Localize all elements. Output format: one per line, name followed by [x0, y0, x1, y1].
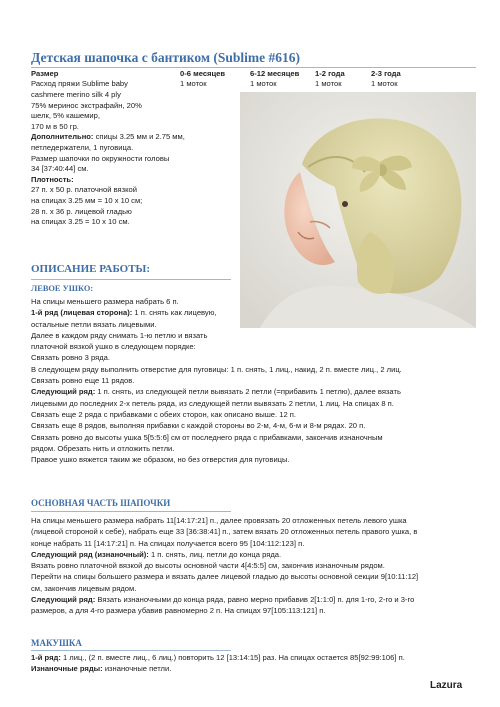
- spec-line: cashmere merino silk 4 ply: [31, 90, 121, 99]
- row-label: Следующий ряд:: [31, 595, 96, 605]
- instruction-line: размеров, а для 4-го размера убавив равномерно 2 п. На спицах 97[105:113:121] п.: [31, 606, 326, 616]
- instruction-line: Следующий ряд (изнаночный): 1 п. снять, лиц. петли до конца ряда.: [31, 549, 282, 559]
- spec-line: на спицах 3.25 мм = 10 х 10 см;: [31, 195, 143, 205]
- baby-in-hat-illustration: [240, 92, 476, 328]
- yarn-col-1: 1 моток: [180, 79, 207, 89]
- spec-line: 28 п. х 36 р. лицевой гладью: [31, 206, 132, 216]
- instruction-line: Правое ушко вяжется таким же образом, но без отверстия для пуговицы.: [31, 455, 290, 465]
- instruction-line: Далее в каждом ряду снимать 1-ю петлю и вязать: [31, 330, 208, 340]
- baby-hat-photo: [240, 92, 476, 328]
- row-label: 1-й ряд:: [31, 653, 61, 662]
- spec-line: 34 [37:40:44] см.: [31, 164, 89, 174]
- spec-line: 170 м в 50 гр.: [31, 121, 79, 131]
- row-label: Следующий ряд (изнаночный):: [31, 549, 149, 559]
- spec-line: Размер шапочки по окружности головы: [31, 153, 170, 163]
- instruction-line: Вязать ровно платочной вязкой до высоты основной части 4[4:5:5] см, закончив изнаночным рядом.: [31, 561, 385, 571]
- row-label: 1-й ряд (лицевая сторона):: [31, 308, 133, 318]
- instruction-line: конце набрать 11 [14:17:21] п. На спицах получается всего 95 [104:112:123] п.: [31, 538, 305, 548]
- yarn-col-3: 1 моток: [315, 79, 342, 89]
- size-col-1: 0-6 месяцев: [180, 69, 226, 78]
- yarn-label: Расход пряжи Sublime baby: [31, 79, 128, 89]
- extra-label: Дополнительно:: [31, 132, 94, 142]
- instruction-line: Следующий ряд: Вязать изнаночными до конца ряда, равно мерно прибавив 2[1:1:0] п. для 1-го, 2-го и 3-го: [31, 595, 415, 605]
- instruction-line: рядом. Обрезать нить и отложить петли.: [31, 443, 175, 453]
- spec-line: шелк, 5% кашемир,: [31, 111, 100, 121]
- size-label: Размер: [31, 69, 59, 78]
- instruction-line: Связать ровно до высоты ушка 5[5:5:6] см от последнего ряда с прибавками, закончив изнаночным: [31, 432, 383, 442]
- instruction-line: лицевыми до последних 2-х петель ряда, из следующей петли вывязать 2 петли, 1 лиц. На спицах 8 п.: [31, 398, 394, 408]
- instruction-line: 1-й ряд (лицевая сторона): 1 п. снять как лицевую,: [31, 308, 217, 318]
- title-divider: [31, 67, 476, 68]
- section-heading-main: ОСНОВНАЯ ЧАСТЬ ШАПОЧКИ: [31, 498, 171, 508]
- instruction-line: Связать еще 2 ряда с прибавками с обеих сторон, как описано выше. 12 п.: [31, 409, 297, 419]
- instruction-line: На спицы меньшего размера набрать 11[14:17:21] п., далее провязать 20 отложенных петель левого ушка: [31, 516, 407, 525]
- instruction-line: 1-й ряд: 1 лиц., (2 п. вместе лиц., 6 лиц.) повторить 12 [13:14:15] раз. На спицах остается 85[92:99:106] п.: [31, 653, 405, 662]
- row-label: Изнаночные ряды:: [31, 664, 103, 674]
- materials-spec: [31, 90, 231, 228]
- yarn-col-4: 1 моток: [371, 79, 398, 89]
- instruction-line: (лицевой стороной к себе), набрать еще 33 [36:38:41] п., затем вязать 20 отложенных петель правого ушка, в: [31, 527, 418, 537]
- instruction-line: Связать ровно 3 ряда.: [31, 353, 110, 363]
- section-heading-description: ОПИСАНИЕ РАБОТЫ:: [31, 263, 151, 275]
- main-part-instructions: [31, 515, 481, 617]
- spec-line: 75% меринос экстрафайн, 20%: [31, 100, 142, 110]
- section-heading-crown: МАКУШКА: [31, 638, 82, 648]
- extra-text: спицы 3.25 мм и 2.75 мм,: [93, 132, 185, 142]
- crown-instructions: [31, 652, 481, 675]
- spec-line: на спицах 3.25 = 10 х 10 см.: [31, 217, 130, 227]
- spec-line: 27 п. х 50 р. платочной вязкой: [31, 185, 137, 195]
- row-label: Следующий ряд:: [31, 387, 96, 397]
- instruction-line: Связать еще 8 рядов, выполняя прибавки с каждой стороны во 2-м, 4-м, 6-м и 8-м рядах. 20 п.: [31, 421, 366, 431]
- instruction-line: платочной вязкой ушко в следующем порядке:: [31, 342, 196, 352]
- page-title: Детская шапочка с бантиком (Sublime #616): [31, 50, 301, 65]
- gauge-label: Плотность:: [31, 174, 74, 184]
- left-ear-instructions: [31, 296, 481, 465]
- section-divider: [31, 650, 231, 651]
- section-sub-left-ear: ЛЕВОЕ УШКО:: [31, 284, 94, 293]
- size-col-2: 6-12 месяцев: [250, 69, 300, 78]
- size-col-3: 1-2 года: [315, 69, 345, 78]
- spec-line: [31, 132, 231, 143]
- author-signature: Lazura: [430, 680, 463, 691]
- instruction-line: Изнаночные ряды: изнаночные петли.: [31, 664, 172, 674]
- instruction-line: см, закончив лицевым рядом.: [31, 583, 137, 593]
- yarn-col-2: 1 моток: [250, 79, 277, 89]
- instruction-line: Перейти на спицы большего размера и вязать далее лицевой гладью до высоты основной секции 9[10:11:12]: [31, 572, 419, 582]
- spec-line: петледержатели, 1 пуговица.: [31, 142, 134, 152]
- size-col-4: 2-3 года: [371, 69, 401, 78]
- instruction-line: Связать ровно еще 11 рядов.: [31, 376, 135, 386]
- instruction-line: В следующем ряду выполнить отверстие для пуговицы: 1 п. снять, 1 лиц., накид, 2 п. вместе лиц., 2 лиц.: [31, 364, 402, 374]
- instruction-line: Следующий ряд: 1 п. снять, из следующей петли вывязать 2 петли (=прибавить 1 петлю), далее вязать: [31, 387, 401, 397]
- instruction-line: остальные петли вязать лицевыми.: [31, 319, 157, 329]
- section-divider: [31, 279, 231, 280]
- section-divider: [31, 511, 231, 512]
- instruction-line: На спицы меньшего размера набрать 6 п.: [31, 297, 179, 306]
